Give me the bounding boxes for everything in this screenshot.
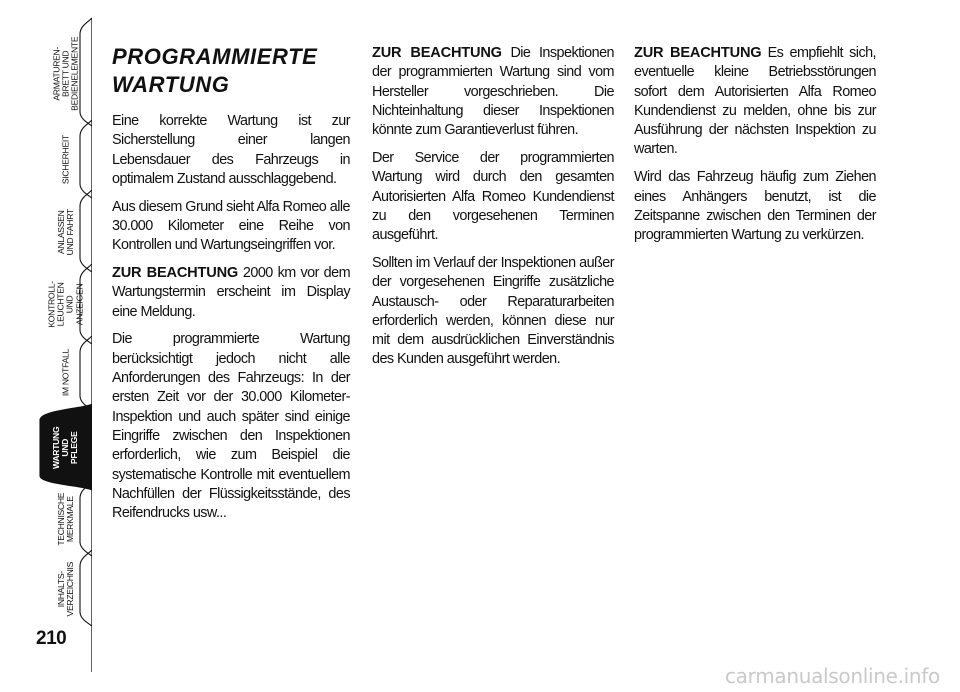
note-keyword: ZUR BEACHTUNG	[634, 45, 762, 61]
paragraph: Eine korrekte Wartung ist zur Sicherstellung einer langen Lebensdauer des Fahrzeugs in optimalem Zustand ausschlaggebend.	[112, 113, 350, 187]
tab-wartung-und-pflege[interactable]: WARTUNG UND PFLEGE	[51, 426, 80, 470]
tab-sicherheit[interactable]: SICHERHEIT	[60, 135, 71, 185]
tab-anlassen-und-fahrt[interactable]: ANLASSEN UND FAHRT	[55, 208, 75, 256]
page-number: 210	[36, 628, 67, 649]
paragraph: Die programmierte Wartung berücksichtigt jedoch nicht alle Anforderungen des Fahrzeugs: In der ersten Zeit vor der 30.000 Kilometer-Inspektion und auch später sind einige Eingriffe zwischen den Inspektionen erforderlich, wie zum Beispiel die systematische Kontrolle mit eventuellem Nachfüllen der Flüssigkeitsstände, des Reifendrucks usw...	[112, 331, 350, 522]
note-text: Die Inspektionen der programmierten Wartung sind vom Hersteller vorgeschrieben. Die Nichteinhaltung dieser Inspektionen könnte zum Garantieverlust führen.	[372, 45, 614, 139]
tab-technische-merkmale[interactable]: TECHNISCHE MERKMALE	[55, 492, 75, 546]
text-column-1	[112, 112, 350, 532]
tab-im-notfall[interactable]: IM NOTFALL	[60, 349, 71, 397]
tab-inhaltsverzeichnis[interactable]: INHALTS- VERZEICHNIS	[55, 561, 76, 617]
tab-kontrollleuchten[interactable]: KONTROLL- LEUCHTEN UND ANZEIGEN	[46, 280, 85, 328]
paragraph: Der Service der programmierten Wartung wird durch den gesamten Autorisierten Alfa Romeo Kundendienst zu den vorgesehenen Terminen ausgeführt.	[372, 149, 614, 244]
paragraph: Wird das Fahrzeug häufig zum Ziehen eines Anhängers benutzt, ist die Zeitspanne zwischen den Terminen der programmierten Wartung zu verkürzen.	[634, 169, 876, 244]
watermark-link[interactable]: carmanualsonline.info	[724, 664, 940, 688]
paragraph: Aus diesem Grund sieht Alfa Romeo alle 30.000 Kilometer eine Reihe von Kontrollen und Wartungseingriffen vor.	[112, 198, 350, 254]
page-title: PROGRAMMIERTE WARTUNG	[112, 44, 318, 97]
note-paragraph	[634, 44, 876, 160]
note-text: 2000 km vor dem Wartungstermin erscheint im Display eine Meldung.	[112, 265, 351, 320]
note-keyword: ZUR BEACHTUNG	[372, 45, 502, 61]
tab-armaturenbrett[interactable]: ARMATUREN- BRETT UND BEDIENELEMENTE	[51, 36, 80, 112]
text-column-3	[634, 44, 876, 254]
note-paragraph	[372, 44, 614, 140]
note-keyword: ZUR BEACHTUNG	[112, 265, 239, 282]
note-paragraph	[112, 264, 350, 322]
text-column-2	[372, 44, 614, 378]
note-text: Es empfiehlt sich, eventuelle kleine Betriebsstörungen sofort dem Autorisierten Alfa Romeo Kundendienst zu melden, ohne bis zur Ausführung der nächsten Inspektion zu warten.	[634, 45, 876, 158]
chapter-index-sidebar	[0, 0, 92, 692]
paragraph: Sollten im Verlauf der Inspektionen außer der vorgesehenen Eingriffe zusätzliche Austausch- oder Reparaturarbeiten erforderlich werden, können diese nur mit dem ausdrücklichen Einverständnis des Kunden ausgeführt werden.	[372, 254, 614, 368]
